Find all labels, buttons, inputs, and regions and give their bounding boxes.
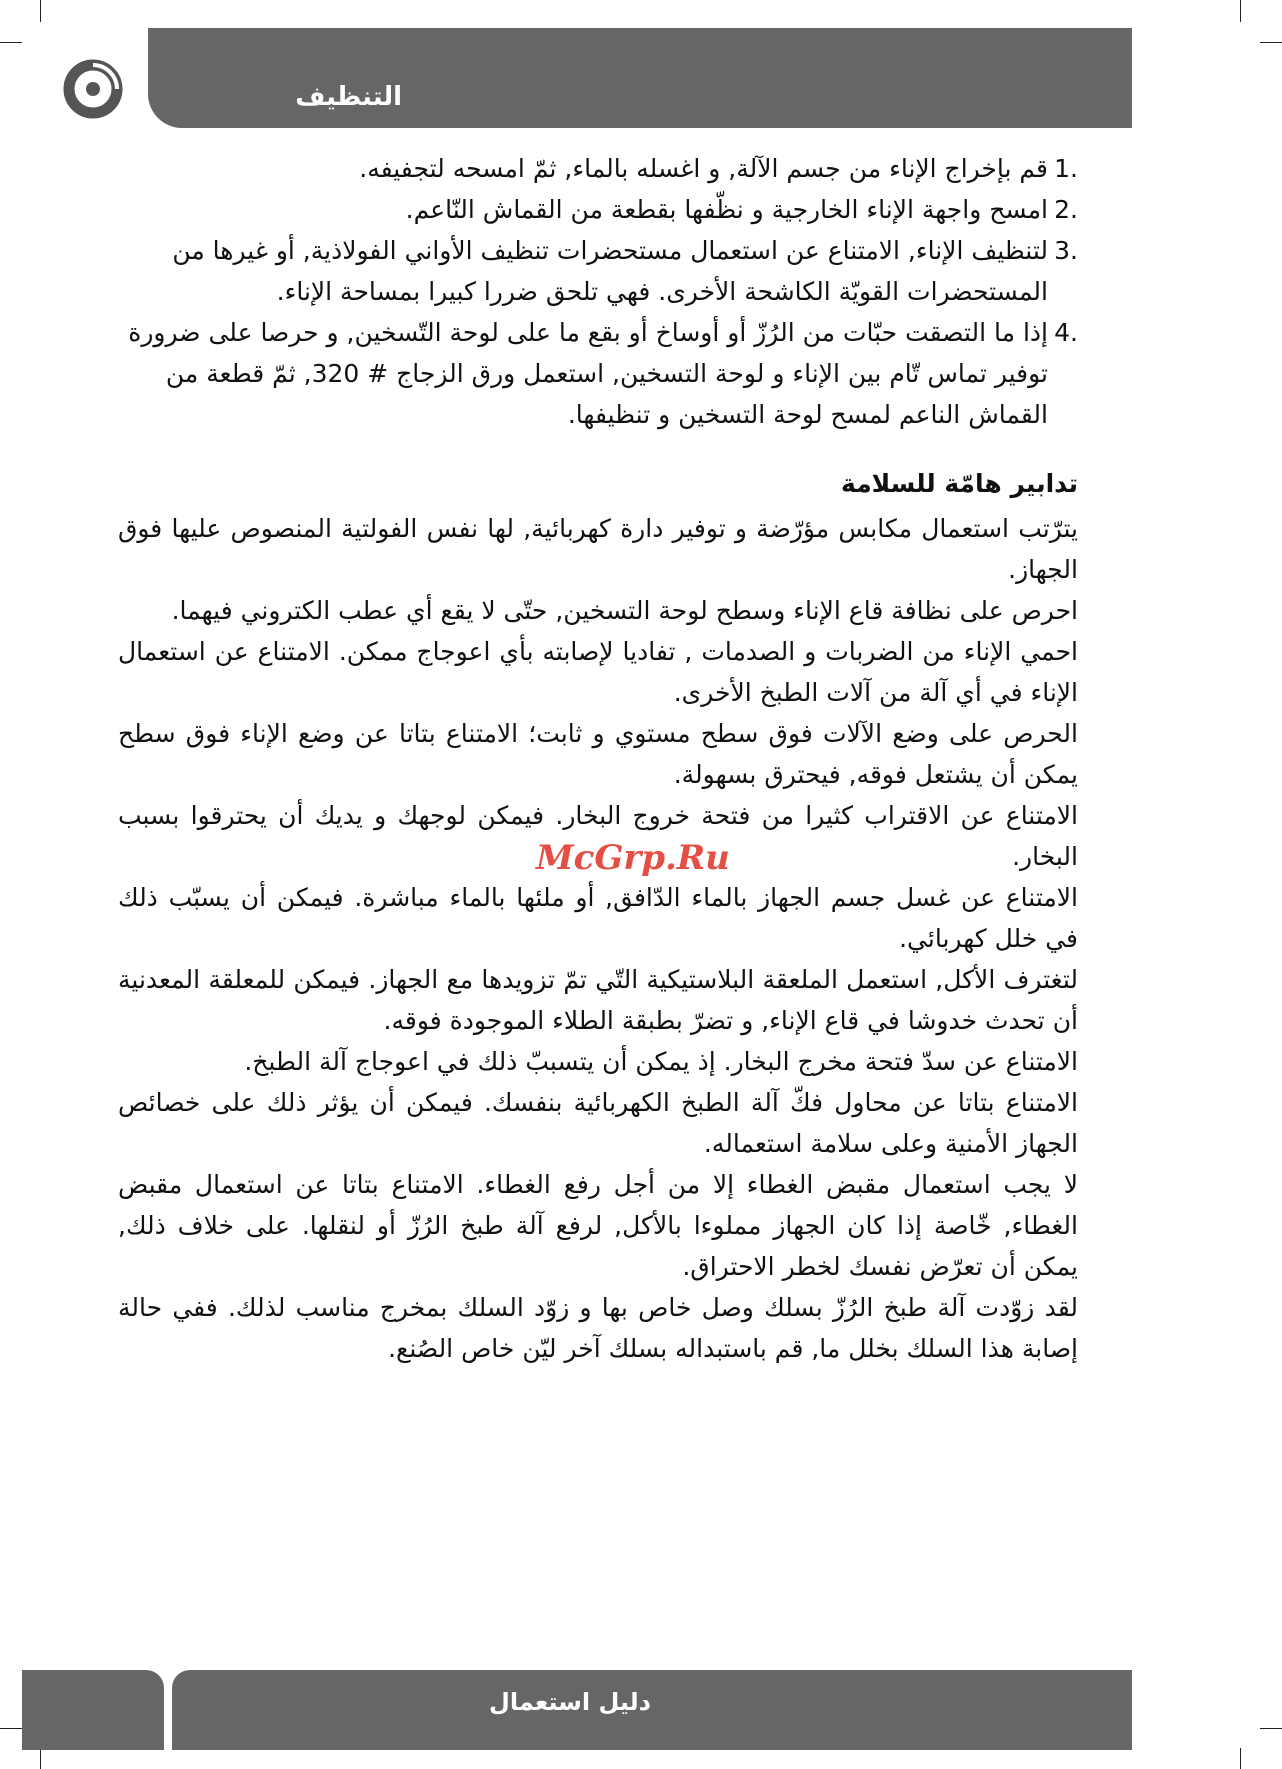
safety-paragraph: لا يجب استعمال مقبض الغطاء إلا من أجل رفع الغطاء. الامتناع بتاتا عن استعمال مقبض الغطاء, خّاصة إذا كان الجهاز مملوءا بالأكل, لرفع آلة طبخ الرُزّ أو لنقلها. على خلاف ذلك, يمكن أن تعرّض نفسك لخطر الاحتراق.: [118, 1170, 1078, 1281]
step-text: امسح واجهة الإناء الخارجية و نظّفها بقطعة من القماش النّاعم.: [405, 195, 1048, 224]
list-item: [118, 189, 1078, 230]
safety-paragraph: الامتناع بتاتا عن محاول فكّ آلة الطبخ الكهربائية بنفسك. فيمكن أن يؤثر ذلك على خصائص الجهاز الأمنية وعلى سلامة استعماله.: [118, 1088, 1078, 1158]
brand-logo-icon: [62, 58, 124, 120]
safety-title: تدابير هامّة للسلامة: [841, 469, 1078, 498]
crop-mark: [1240, 0, 1241, 22]
safety-paragraph: لقد زوّدت آلة طبخ الرُزّ بسلك وصل خاص بها و زوّد السلك بمخرج مناسب لذلك. ففي حالة إصابة هذا السلك بخلل ما, قم باستبداله بسلك آخر ليّن خاص الصُنع.: [118, 1293, 1078, 1363]
footer-title: دليل استعمال: [489, 1688, 651, 1716]
safety-paragraph: الامتناع عن سدّ فتحة مخرج البخار. إذ يمكن أن يتسببّ ذلك في اعوجاج آلة الطبخ.: [244, 1047, 1078, 1076]
safety-list: [118, 508, 1078, 1369]
footer-page-tab: [22, 1670, 164, 1750]
step-text: لتنظيف الإناء, الامتناع عن استعمال مستحضرات تنظيف الأواني الفولاذية, أو غيرها من المستحضرات القويّة الكاشحة الأخرى. فهي تلحق ضررا كبيرا بمساحة الإناء.: [172, 236, 1048, 306]
step-number: 4.: [1054, 318, 1078, 347]
crop-mark: [0, 42, 22, 43]
header-bar: [148, 28, 1132, 128]
step-text: إذا ما التصقت حبّات من الرُزّ أو أوساخ أو بقع ما على لوحة التّسخين, و حرصا على ضرورة توفير تماس تّام بين الإناء و لوحة التسخين, استعمل ورق الزجاج # 320, ثمّ قطعة من القماش الناعم لمسح لوحة التسخين و تنظيفها.: [128, 318, 1048, 429]
watermark: McGrp.Ru: [536, 838, 730, 878]
crop-mark: [1240, 1748, 1241, 1769]
safety-paragraph: الامتناع عن الاقتراب كثيرا من فتحة خروج البخار. فيمكن لوجهك و يديك أن يحترقوا بسبب البخار.: [118, 801, 1078, 871]
safety-paragraph: الامتناع عن غسل جسم الجهاز بالماء الدّافق, أو ملئها بالماء مباشرة. فيمكن أن يسبّب ذلك في خلل كهربائي.: [118, 883, 1078, 953]
list-item: [118, 148, 1078, 189]
list-item: [118, 312, 1078, 435]
step-number: 1.: [1054, 154, 1078, 183]
crop-mark: [0, 1728, 22, 1729]
crop-mark: [40, 1748, 41, 1769]
section-header-title: التنظيف: [295, 82, 402, 112]
safety-paragraph: احرص على نظافة قاع الإناء وسطح لوحة التسخين, حتّى لا يقع أي عطب الكتروني فيهما.: [171, 596, 1078, 625]
step-number: 2.: [1054, 195, 1078, 224]
step-text: قم بإخراج الإناء من جسم الآلة, و اغسله بالماء, ثمّ امسحه لتجفيفه.: [359, 154, 1048, 183]
safety-paragraph: احمي الإناء من الضربات و الصدمات , تفاديا لإصابته بأي اعوجاج ممكن. الامتناع عن استعمال الإناء في أي آلة من آلات الطبخ الأخرى.: [118, 637, 1078, 707]
crop-mark: [40, 0, 41, 22]
cleaning-steps-list: [118, 148, 1078, 435]
safety-paragraph: لتغترف الأكل, استعمل الملعقة البلاستيكية التّي تمّ تزويدها مع الجهاز. فيمكن للمعلقة المعدنية أن تحدث خدوشا في قاع الإناء, و تضرّ بطبقة الطلاء الموجودة فوقه.: [118, 965, 1078, 1035]
page-content: [118, 148, 1078, 1369]
crop-mark: [1260, 1728, 1282, 1729]
safety-paragraph: الحرص على وضع الآلات فوق سطح مستوي و ثابت؛ الامتناع بتاتا عن وضع الإناء فوق سطح يمكن أن يشتعل فوقه, فيحترق بسهولة.: [118, 719, 1078, 789]
crop-mark: [1260, 42, 1282, 43]
step-number: 3.: [1054, 236, 1078, 265]
list-item: [118, 230, 1078, 312]
safety-paragraph: يترّتب استعمال مكابس مؤرّضة و توفير دارة كهربائية, لها نفس الفولتية المنصوص عليها فوق الجهاز.: [118, 514, 1078, 584]
